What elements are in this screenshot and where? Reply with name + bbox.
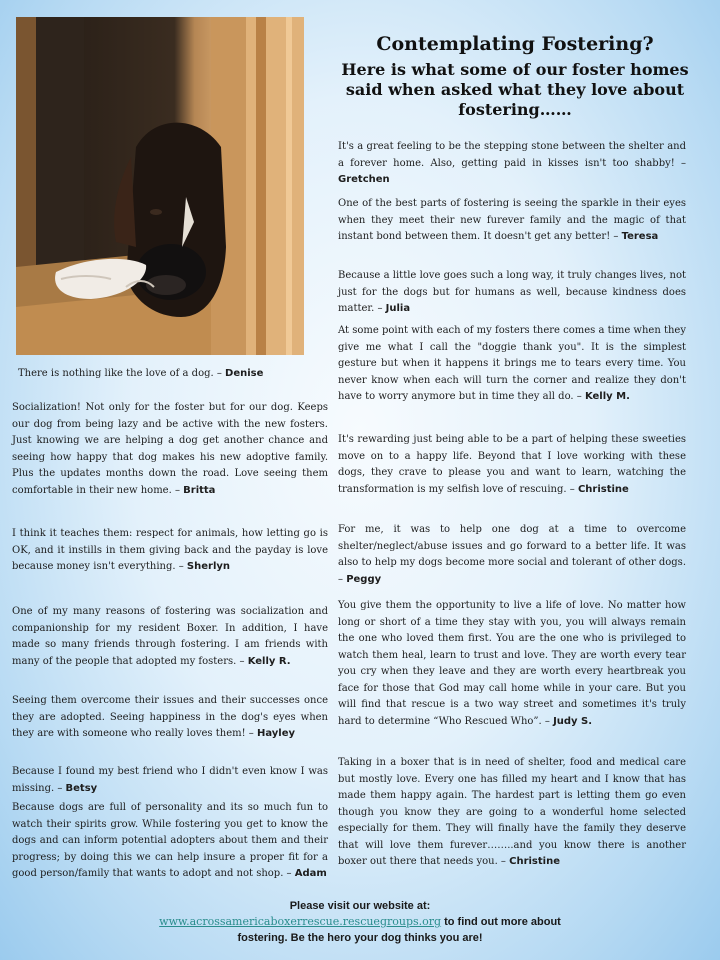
- quote-author: Denise: [225, 368, 264, 379]
- website-link[interactable]: www.acrossamericaboxerrescue.rescuegroups.org: [159, 915, 442, 928]
- quote-author: Kelly R.: [247, 655, 291, 667]
- quote-kelly-r: One of my many reasons of fostering was socialization and companionship for my resident Boxer. In addition, I have made so many friends through fostering. I am friends with many of the people that adopted my fosters. – Kelly R.: [12, 606, 328, 667]
- quote-christine-1: It's rewarding just being able to be a part of helping these sweeties move on to a happy life. Beyond that I love working with these dogs, they crave to please you and want to learn, watching the transformation is my selfish love of rescuing. – Christine: [338, 434, 686, 495]
- quote-author: Hayley: [256, 728, 296, 739]
- quote-author: Adam: [294, 868, 327, 879]
- quote-author: Gretchen: [338, 174, 390, 185]
- quote-kelly-m: At some point with each of my fosters there comes a time when they give me what I call the "doggie thank you". It is the simplest gesture but when it happens it brings me to tears every time. You never know when each will turn the corner and realize they don't have to worry anymore but in time they all do. – Kelly M.: [338, 325, 686, 402]
- quote-adam: Because dogs are full of personality and its so much fun to watch their spirits grow. While fostering you get to know the dogs and can inform potential adopters about them and their progress; by doing this we can help insure a proper fit for a good person/family that wants to adopt and not shop. – Adam: [12, 802, 328, 879]
- headline-title: Contemplating Fostering?: [376, 33, 654, 55]
- headline-subtitle: Here is what some of our foster homes said when asked what they love about fostering……: [341, 60, 689, 119]
- quote-author: Julia: [385, 303, 411, 314]
- footer: [150, 898, 570, 946]
- boxer-dog-icon: [16, 17, 304, 355]
- quote-judy-s: You give them the opportunity to live a life of love. No matter how long or short of a time they stay with you, you will always remain the one who loved them first. You are the one who is privileged to watch them heal, learn to trust and love. They are worth every tear you cry when they leave and they are worth every heartbreak you face for those that God may call home while in your care. But you will find that rescue is a two way street and sometimes it's truly hard to determine “Who Rescued Who”. – Judy S.: [338, 600, 686, 727]
- quote-author: Teresa: [621, 231, 659, 242]
- quote-author: Britta: [183, 484, 216, 496]
- quote-teresa: One of the best parts of fostering is seeing the sparkle in their eyes when they meet their new furever family and the magic of that instant bond between them. It doesn't get any better! – Teresa: [338, 198, 686, 242]
- footer-line1: Please visit our website at:: [289, 900, 431, 912]
- quote-author: Kelly M.: [584, 391, 630, 402]
- quote-peggy: For me, it was to help one dog at a time to overcome shelter/neglect/abuse issues and go forward to a better life. It was also to help my dogs become more social and tolerant of other dogs. – Peggy: [338, 524, 686, 585]
- quote-gretchen: It's a great feeling to be the stepping stone between the shelter and a forever home. Also, getting paid in kisses isn't too shabby! – Gretchen: [338, 141, 686, 185]
- quote-christine-2: Taking in a boxer that is in need of shelter, food and medical care but mostly love. Every one has filled my heart and I know that has made them happy again. The hardest part is letting them go even though you know they are going to a wonderful home selected especially for them. They will finally have the family they deserve that will love them furever……..and you know there is another boxer out there that needs you. – Christine: [338, 757, 686, 867]
- quote-author: Christine: [509, 856, 560, 867]
- quote-author: Betsy: [65, 782, 98, 794]
- quote-betsy: Because I found my best friend who I didn't even know I was missing. – Betsy: [12, 766, 328, 794]
- quote-hayley: Seeing them overcome their issues and their successes once they are adopted. Seeing happiness in the dog's eyes when they are with someone who really loves them! – Hayley: [12, 695, 328, 739]
- quote-denise: There is nothing like the love of a dog. – Denise: [18, 368, 264, 379]
- dog-photo: [16, 17, 304, 355]
- quote-author: Peggy: [346, 573, 382, 585]
- headline: [340, 32, 690, 120]
- quote-julia: Because a little love goes such a long way, it truly changes lives, not just for the dogs but for humans as well, because kindness does matter. – Julia: [338, 270, 686, 314]
- footer-line2: www.acrossamericaboxerrescue.rescuegroups.org to find out more about: [159, 915, 561, 928]
- quote-sherlyn: I think it teaches them: respect for animals, how letting go is OK, and it instills in them giving back and the payday is love because money isn't everything. – Sherlyn: [12, 528, 328, 572]
- footer-line3: fostering. Be the hero your dog thinks you are!: [237, 932, 483, 944]
- quote-author: Judy S.: [553, 715, 593, 727]
- quote-author: Christine: [577, 483, 629, 495]
- quote-britta: Socialization! Not only for the foster but for our dog. Keeps our dog from being lazy and be active with the new fosters. Just knowing we are helping a dog get another chance and seeing how happy that dog makes his new adoptive family. Plus the updates months down the road. Love seeing them comfortable in their new home. – Britta: [12, 402, 328, 496]
- quote-author: Sherlyn: [186, 561, 231, 572]
